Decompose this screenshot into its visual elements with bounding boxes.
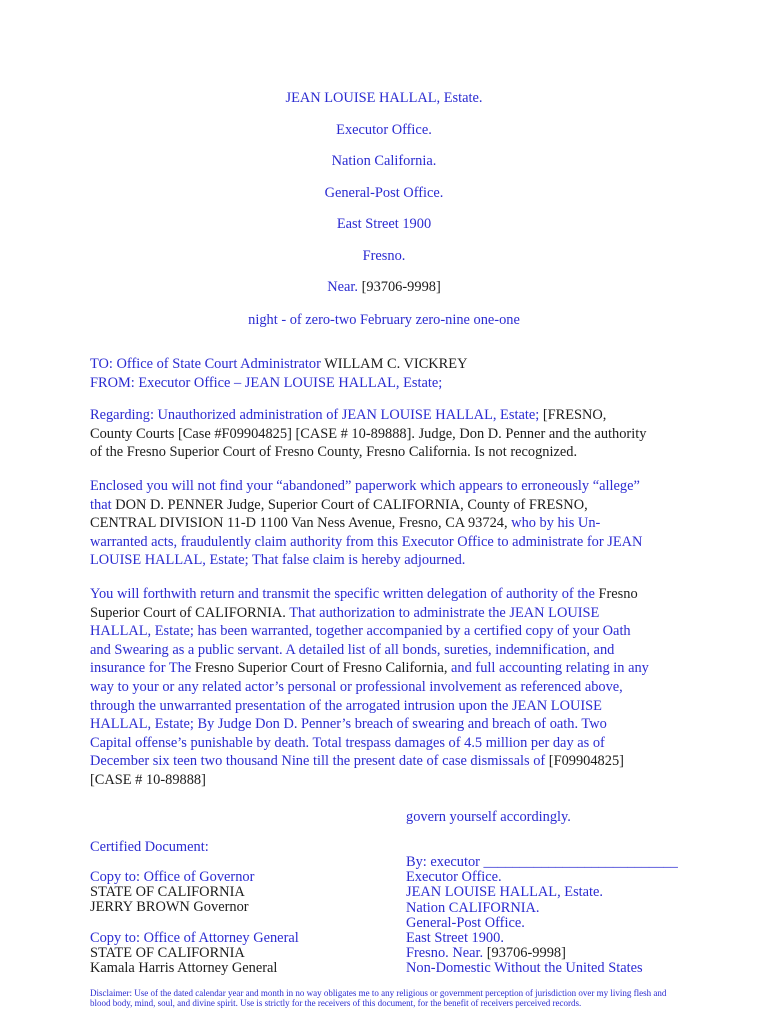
header-zip-code: [93706-9998] bbox=[358, 279, 441, 295]
governor-name: JERRY BROWN Governor bbox=[90, 899, 249, 916]
regarding-line-2: County Courts [Case #F09904825] [CASE # 10-89888]. Judge, Don D. Penner and the authority bbox=[90, 425, 647, 442]
header-post-office: General-Post Office. bbox=[324, 185, 444, 201]
enclosed-line-5: LOUISE HALLAL, Estate; That false claim is hereby adjourned. bbox=[90, 552, 466, 569]
regarding-line-3: of the Fresno Superior Court of Fresno County, Fresno California. Is not recognized. bbox=[90, 444, 578, 461]
govern-line: govern yourself accordingly. bbox=[406, 809, 571, 825]
regarding-fresno: [FRESNO, bbox=[539, 407, 607, 423]
enclosed-line-4: warranted acts, fraudulently claim authority from this Executor Office to administrate for JEAN bbox=[90, 533, 643, 550]
forthwith-d: and Swearing as a public servant. A detailed list of all bonds, sureties, indemnification, and bbox=[90, 641, 615, 658]
signature-estate: JEAN LOUISE HALLAL, Estate. bbox=[406, 884, 604, 901]
enclosed-line-1: Enclosed you will not find your “abandoned” paperwork which appears to erroneously “allege” bbox=[90, 478, 640, 494]
forthwith-e3: and full accounting relating in any bbox=[447, 660, 649, 677]
signature-post: General-Post Office. bbox=[406, 914, 525, 931]
signature-nation: Nation CALIFORNIA. bbox=[406, 899, 540, 916]
enclosed-who: who by his Un- bbox=[507, 515, 601, 532]
forthwith-paragraph bbox=[90, 585, 688, 790]
state-2: STATE OF CALIFORNIA bbox=[90, 945, 245, 962]
header-estate-name: JEAN LOUISE HALLAL, Estate. bbox=[285, 90, 483, 106]
forthwith-j2: [F09904825] bbox=[545, 753, 624, 770]
copy-ag: Copy to: Office of Attorney General bbox=[90, 930, 299, 946]
forthwith-a1: You will forthwith return and transmit the specific written delegation of authority of the bbox=[90, 586, 595, 602]
header-executor-office: Executor Office. bbox=[336, 122, 432, 138]
address-block bbox=[90, 355, 688, 392]
to-name: WILLAM C. VICKREY bbox=[320, 356, 468, 372]
state-1: STATE OF CALIFORNIA bbox=[90, 884, 245, 901]
forthwith-k: [CASE # 10-89888] bbox=[90, 771, 206, 788]
enclosed-address: CENTRAL DIVISION 11-D 1100 Van Ness Avenue, Fresno, CA 93724, bbox=[90, 515, 508, 532]
signature-street: East Street 1900. bbox=[406, 930, 504, 947]
disclaimer: Disclaimer: Use of the dated calendar year and month in no way obligates me to any religious or government perception of jurisdiction over my living flesh and blood body, mind, soul, and divine spirit. Use is strictly for the receivers of this document, for the benefit of receivers perceived records. bbox=[90, 988, 667, 1009]
forthwith-g: through the unwarranted presentation of the arrogated intrusion upon the JEAN LOUISE bbox=[90, 697, 602, 714]
forthwith-h: HALLAL, Estate; By Judge Don D. Penner’s breach of swearing and breach of oath. Two bbox=[90, 716, 607, 733]
header-date: night - of zero-two February zero-nine one-one bbox=[248, 312, 520, 328]
signature-by: By: executor ___________________________ bbox=[406, 854, 678, 870]
enclosed-paragraph bbox=[90, 477, 688, 570]
forthwith-e2: Fresno Superior Court of Fresno California, bbox=[191, 660, 448, 677]
forthwith-i: Capital offense’s punishable by death. Total trespass damages of 4.5 million per day as of bbox=[90, 734, 605, 751]
forthwith-j1: December six teen two thousand Nine till the present date of case dismissals of bbox=[90, 753, 546, 770]
to-label: TO: Office of State Court Administrator bbox=[90, 356, 321, 372]
forthwith-b1: Superior Court of CALIFORNIA. bbox=[90, 604, 286, 621]
header-near: Near. bbox=[327, 279, 359, 295]
from-line: FROM: Executor Office – JEAN LOUISE HALLAL, Estate; bbox=[90, 374, 443, 391]
copy-governor-block bbox=[90, 870, 254, 916]
forthwith-e1: insurance for The bbox=[90, 660, 192, 677]
header-city: Fresno. bbox=[362, 248, 406, 264]
copy-governor: Copy to: Office of Governor bbox=[90, 869, 255, 885]
forthwith-b2: That authorization to administrate the JEAN LOUISE bbox=[285, 604, 600, 621]
regarding-subject: Regarding: Unauthorized administration of JEAN LOUISE HALLAL, Estate; bbox=[90, 407, 540, 423]
header-nation: Nation California. bbox=[331, 153, 437, 169]
regarding-paragraph bbox=[90, 406, 688, 462]
forthwith-c: HALLAL, Estate; has been warranted, together accompanied by a certified copy of your Oath bbox=[90, 623, 631, 640]
signature-office: Executor Office. bbox=[406, 869, 502, 886]
signature-zip: [93706-9998] bbox=[483, 945, 566, 962]
forthwith-f: way to your or any related actor’s personal or professional involvement as referenced above, bbox=[90, 678, 623, 695]
signature-non-domestic: Non-Domestic Without the United States bbox=[406, 960, 643, 977]
signature-block bbox=[406, 855, 678, 977]
header-street: East Street 1900 bbox=[336, 216, 432, 232]
enclosed-that: that bbox=[90, 496, 112, 513]
ag-name: Kamala Harris Attorney General bbox=[90, 960, 278, 977]
enclosed-judge: DON D. PENNER Judge, Superior Court of CALIFORNIA, County of FRESNO, bbox=[111, 496, 588, 513]
forthwith-a2: Fresno bbox=[594, 586, 638, 602]
signature-city: Fresno. Near. bbox=[406, 945, 484, 962]
certified-label: Certified Document: bbox=[90, 839, 209, 855]
copy-ag-block bbox=[90, 931, 299, 977]
header-zip bbox=[0, 279, 768, 296]
